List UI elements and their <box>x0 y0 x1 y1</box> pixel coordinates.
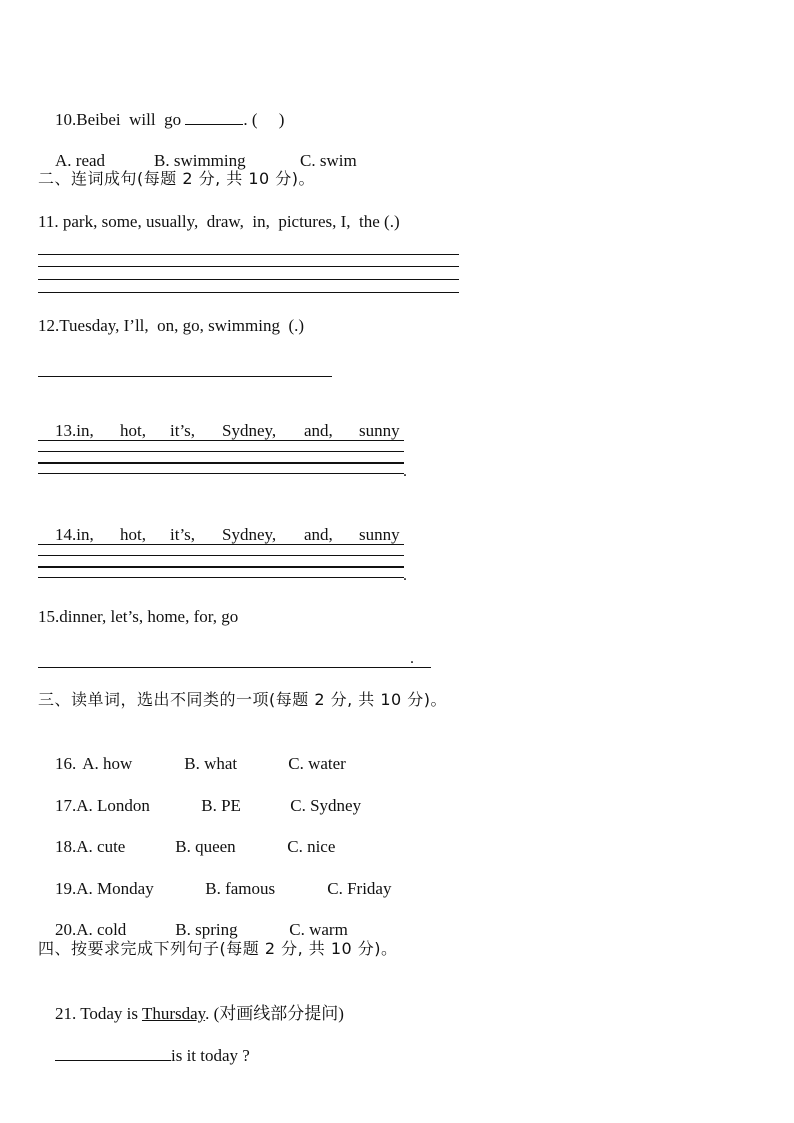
q13-word: hot, <box>120 421 146 440</box>
q13-word: Sydney, <box>222 421 277 440</box>
q20-option-a[interactable]: A. cold <box>76 920 127 939</box>
q18-option-b[interactable]: B. queen <box>175 837 236 856</box>
q14-word: and, <box>304 525 333 544</box>
q14-word: Sydney, <box>222 525 277 544</box>
q18-number: 18. <box>55 837 77 856</box>
q16-number: 16. <box>55 754 77 773</box>
q11-answer-line-4[interactable] <box>38 292 459 293</box>
q19-option-c[interactable]: C. Friday <box>327 879 392 898</box>
q15-period: . <box>410 650 414 667</box>
q14-answer-line-4[interactable] <box>38 577 404 578</box>
q13-answer-line-1[interactable] <box>38 440 404 441</box>
q14-number: 14.in, <box>55 525 94 544</box>
q21-answer <box>38 1022 250 1089</box>
q13-answer-line-3[interactable] <box>38 462 404 464</box>
q11-answer-line-3[interactable] <box>38 279 459 280</box>
question-13 <box>38 398 400 464</box>
q13-word: and, <box>304 421 333 440</box>
q19-option-a[interactable]: A. Monday <box>76 879 154 898</box>
q14-answer-line-2[interactable] <box>38 555 404 556</box>
q14-word: hot, <box>120 525 146 544</box>
section-4-title: 四、按要求完成下列句子(每题 2 分, 共 10 分)。 <box>38 939 398 958</box>
section-3-title: 三、读单词，选出不同类的一项(每题 2 分, 共 10 分)。 <box>38 690 448 709</box>
q13-word: it’s, <box>170 421 196 440</box>
q21-suffix: . (对画线部分提问) <box>205 1004 344 1023</box>
q19-number: 19. <box>55 879 77 898</box>
q18-option-a[interactable]: A. cute <box>76 837 126 856</box>
q10-suffix: . ( ) <box>243 110 285 129</box>
q13-answer-line-4[interactable] <box>38 473 404 474</box>
question-12: 12.Tuesday, I’ll, on, go, swimming (.) <box>38 316 305 335</box>
q13-answer-line-2[interactable] <box>38 451 404 452</box>
question-14 <box>38 502 400 568</box>
q19-option-b[interactable]: B. famous <box>205 879 276 898</box>
q21-answer-suffix: is it today ? <box>171 1046 250 1065</box>
q17-option-c[interactable]: C. Sydney <box>290 796 362 815</box>
q14-word: sunny <box>359 525 400 544</box>
q13-period: . <box>403 463 407 480</box>
q18-option-c[interactable]: C. nice <box>287 837 336 856</box>
q16-option-a[interactable]: A. how <box>82 754 133 773</box>
q21-prefix: 21. Today is <box>55 1004 142 1023</box>
q13-word: sunny <box>359 421 400 440</box>
q14-answer-line-1[interactable] <box>38 544 404 545</box>
q21-underlined-word: Thursday <box>141 1004 206 1023</box>
q11-answer-line-1[interactable] <box>38 254 459 255</box>
q11-answer-line-2[interactable] <box>38 266 459 267</box>
q16-option-c[interactable]: C. water <box>288 754 346 773</box>
q10-prefix: 10.Beibei will go <box>55 110 186 129</box>
q12-answer-line[interactable] <box>38 376 332 377</box>
q13-number: 13.in, <box>55 421 94 440</box>
question-15: 15.dinner, let’s, home, for, go <box>38 607 239 626</box>
q16-option-b[interactable]: B. what <box>184 754 238 773</box>
section-2-title: 二、连词成句(每题 2 分, 共 10 分)。 <box>38 169 316 188</box>
q15-answer-line-tail <box>419 667 430 668</box>
q14-period: . <box>403 567 407 584</box>
q10-option-c[interactable]: C. swim <box>300 151 357 170</box>
q15-answer-line[interactable] <box>38 667 431 668</box>
question-11: 11. park, some, usually, draw, in, pictures, I, the (.) <box>38 212 400 231</box>
q20-option-c[interactable]: C. warm <box>289 920 348 939</box>
q14-word: it’s, <box>170 525 196 544</box>
q14-answer-line-3[interactable] <box>38 566 404 568</box>
q10-option-a[interactable]: A. read <box>55 151 106 170</box>
q20-option-b[interactable]: B. spring <box>175 920 238 939</box>
q20-number: 20. <box>55 920 77 939</box>
q10-blank[interactable] <box>185 108 243 125</box>
q17-option-b[interactable]: B. PE <box>201 796 241 815</box>
q10-option-b[interactable]: B. swimming <box>154 151 246 170</box>
q17-number: 17. <box>55 796 77 815</box>
q21-answer-blank[interactable] <box>55 1044 171 1061</box>
q17-option-a[interactable]: A. London <box>76 796 150 815</box>
